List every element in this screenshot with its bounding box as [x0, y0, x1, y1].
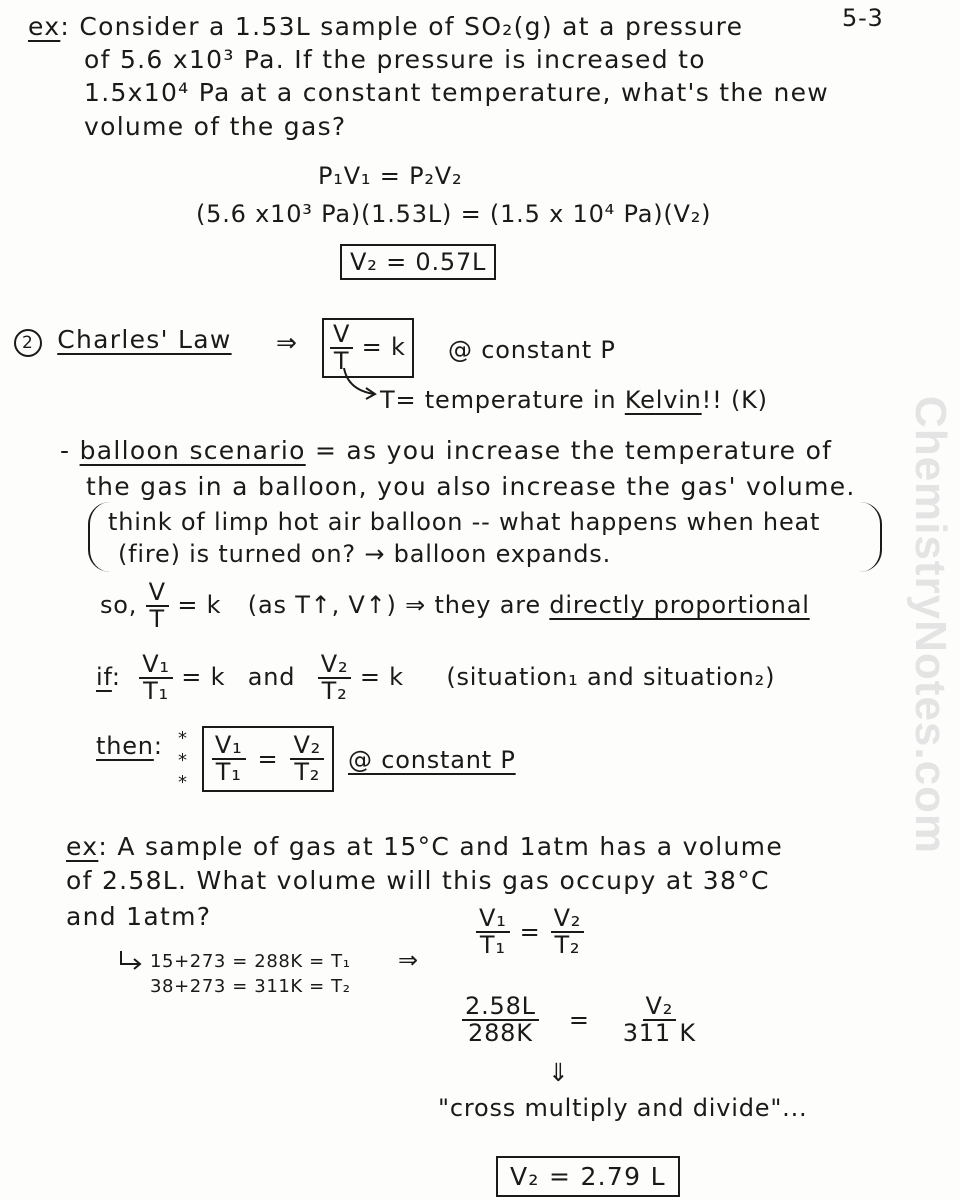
watermark: ChemistryNotes.com	[906, 395, 955, 855]
then-fraction-1-num: V₁	[212, 733, 246, 760]
then-fraction-2-num: V₂	[290, 733, 324, 760]
so-condition: (as T↑, V↑) ⇒ they are	[247, 591, 541, 620]
kelvin-word: Kelvin	[624, 386, 702, 414]
kelvin-note-text: T= temperature in	[380, 386, 617, 414]
ex2-answer-box: V₂ = 2.79 L	[496, 1156, 680, 1197]
conversion-1: 15+273 = 288K = T₁	[150, 951, 351, 972]
ex2-label: ex	[66, 832, 99, 861]
if-fraction-1-num: V₁	[139, 652, 173, 679]
then-label: then	[96, 732, 154, 760]
ex2-substitution	[462, 994, 699, 1046]
if-and: and	[247, 663, 296, 692]
charles-arrow: ⇒	[276, 328, 299, 357]
then-condition: @ constant P	[348, 746, 516, 774]
ex2-fraction-1	[476, 906, 510, 958]
ex2-arrow: ⇒	[398, 946, 419, 974]
ex2-substitution-num-1: 2.58L	[462, 994, 539, 1021]
charles-title: Charles' Law	[57, 325, 232, 354]
then-fraction-2-den: T₂	[294, 758, 321, 786]
charles-formula-numerator: V	[330, 322, 353, 349]
balloon-line1	[60, 436, 832, 465]
conversion-2: 38+273 = 311K = T₂	[150, 976, 351, 997]
balloon-dash: -	[60, 436, 71, 465]
then-fraction-1-den: T₁	[215, 758, 242, 786]
ex1-line1	[28, 12, 743, 41]
then-formula-box	[202, 726, 334, 792]
balloon-paren-line2: (fire) is turned on? → balloon expands.	[118, 540, 612, 568]
ex2-fraction-1-num: V₁	[476, 906, 510, 933]
ex2-substitution-num-2: V₂	[643, 994, 677, 1021]
kelvin-note-end: !! (K)	[701, 386, 768, 414]
ex2-fraction-2	[551, 906, 585, 958]
kelvin-pointer-arrow	[340, 366, 380, 406]
if-fraction-1-den: T₁	[143, 677, 169, 706]
then-colon: :	[153, 732, 163, 760]
star-1: *	[178, 728, 188, 749]
section-number: 2	[14, 329, 42, 357]
if-fraction-2-rhs: = k	[359, 663, 404, 692]
if-fraction-2-num: V₂	[318, 652, 352, 679]
star-3: *	[178, 772, 188, 793]
balloon-line2: the gas in a balloon, you also increase the gas' volume.	[86, 472, 856, 501]
ex1-answer-box: V₂ = 0.57L	[340, 244, 496, 280]
if-situations: (situation₁ and situation₂)	[446, 663, 776, 692]
conversion-arrow	[118, 950, 144, 972]
ex1-line3: 1.5x10⁴ Pa at a constant temperature, what's the new	[84, 78, 830, 107]
ex1-label: ex	[28, 12, 61, 41]
ex1-line1-text: : Consider a 1.53L sample of SO₂(g) at a pressure	[60, 12, 744, 41]
so-fraction	[146, 580, 169, 632]
so-denominator: T	[149, 605, 165, 634]
so-numerator: V	[146, 580, 169, 607]
ex1-line4: volume of the gas?	[84, 112, 347, 141]
star-2: *	[178, 750, 188, 771]
ex1-equation-2: (5.6 x10³ Pa)(1.53L) = (1.5 x 10⁴ Pa)(V₂)	[196, 200, 712, 228]
then-fraction-1	[212, 730, 246, 786]
ex2-line3: and 1atm?	[66, 902, 212, 931]
if-fraction-1-rhs: = k	[181, 663, 226, 692]
ex2-line2: of 2.58L. What volume will this gas occupy at 38°C	[66, 866, 770, 895]
ex1-line2: of 5.6 x10³ Pa. If the pressure is increased to	[84, 45, 706, 74]
ex2-formula-equals: =	[519, 918, 541, 947]
ex1-equation-1: P₁V₁ = P₂V₂	[318, 162, 463, 190]
so-label: so,	[100, 591, 138, 620]
then-stars	[178, 728, 188, 794]
if-fraction-2-den: T₂	[321, 677, 348, 706]
balloon-line1-text: = as you increase the temperature of	[314, 436, 833, 465]
ex2-substitution-den-2: 311 K	[622, 1019, 696, 1048]
ex2-fraction-1-den: T₁	[479, 931, 506, 960]
if-colon: :	[111, 663, 121, 692]
then-equals: =	[257, 745, 279, 773]
ex2-substitution-fraction-2	[620, 994, 699, 1046]
if-label: if	[96, 663, 112, 692]
ex2-formula	[476, 906, 584, 958]
down-arrow: ⇓	[548, 1058, 571, 1087]
ex2-fraction-2-den: T₂	[554, 931, 581, 960]
page-number: 5-3	[842, 4, 884, 32]
kelvin-note	[380, 386, 768, 414]
charles-condition: @ constant P	[448, 336, 616, 364]
balloon-paren-line1: think of limp hot air balloon -- what happens when heat	[108, 508, 821, 536]
ex2-line1	[66, 832, 783, 861]
then-fraction-2	[290, 730, 324, 786]
ex2-substitution-fraction-1	[462, 994, 539, 1046]
if-fraction-2	[318, 652, 352, 704]
charles-formula-rhs: = k	[361, 333, 406, 362]
ex2-fraction-2-num: V₂	[551, 906, 585, 933]
so-rhs: = k	[177, 591, 222, 620]
ex2-substitution-equals: =	[568, 1006, 590, 1035]
charles-formula-denominator: T	[333, 347, 350, 376]
charles-heading	[14, 325, 232, 357]
cross-multiply-instruction: "cross multiply and divide"...	[438, 1094, 808, 1122]
if-fraction-1	[139, 652, 173, 704]
ex2-line1-text: : A sample of gas at 15°C and 1atm has a volume	[98, 832, 784, 861]
ex2-substitution-den-1: 288K	[468, 1019, 533, 1048]
proportional-line	[100, 580, 810, 632]
if-line	[96, 652, 775, 704]
directly-proportional: directly proportional	[549, 591, 810, 620]
then-label-group	[96, 732, 163, 760]
balloon-term: balloon scenario	[79, 436, 306, 465]
